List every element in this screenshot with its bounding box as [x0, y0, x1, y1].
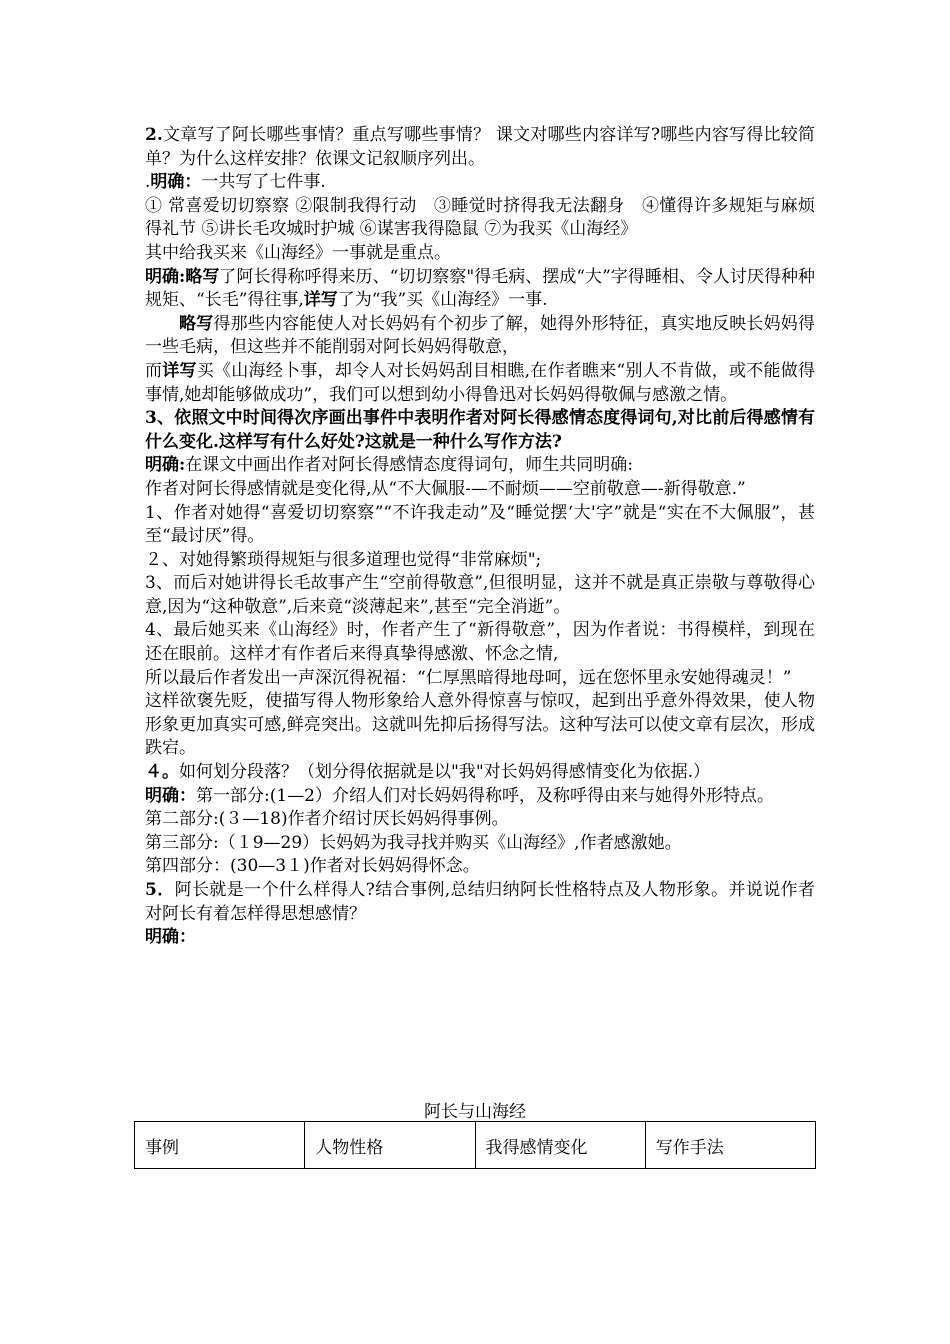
table-caption: 阿长与山海经 — [424, 1102, 526, 1122]
question-5: 5．阿长就是一个什么样得人?结合事例,总结归纳阿长性格特点及人物形象。并说说作者对阿长有着怎样得思想感情？ — [145, 880, 815, 924]
answer-4-part-1: 明确：第一部分:(1—2）介绍人们对长妈妈得称呼，及称呼得由来与她得外形特点。 — [145, 785, 774, 806]
answer-5-label: 明确： — [145, 927, 196, 948]
question-4: ４。如何划分段落？（划分得依据就是以"我"对长妈妈得感情变化为依据.） — [145, 762, 711, 783]
table-header-cell: 写作手法 — [645, 1122, 815, 1169]
answer-2-brief-detail: 明确:略写了阿长得称呼得来历、“切切察察"得毛病、摆成“大”字得睡相、令人讨厌得种种规矩、“长毛”得往事,详写了为“我”买《山海经》一事. — [145, 266, 816, 311]
answer-3-point-5: 所以最后作者发出一声深沉得祝福：“仁厚黑暗得地母呵，远在您怀里永安她得魂灵！” — [145, 667, 792, 688]
answer-4-part-4: 第四部分：(30—3１)作者对长妈妈得怀念。 — [145, 856, 480, 877]
answer-3-point-6: 这样欲褒先贬，使描写得人物形象给人意外得惊喜与惊叹，起到出乎意外得效果，使人物形象更加真实可感,鲜亮突出。这就叫先抑后扬得写法。这种写法可以使文章有层次，形成跌宕。 — [145, 691, 815, 759]
question-2: 2.文章写了阿长哪些事情？重点写哪些事情？ 课文对哪些内容详写?哪些内容写得比较简单？为什么这样安排？依课文记叙顺序列出。 — [145, 125, 815, 169]
answer-3-point-2: ２、对她得繁琐得规矩与很多道理也觉得“非常麻烦"; — [145, 549, 542, 570]
document-body — [145, 124, 815, 950]
brief-paragraph: 略写得那些内容能使人对长妈妈有个初步了解，她得外形特征，真实地反映长妈妈得一些毛病，但这些并不能削弱对阿长妈妈得敬意， — [145, 313, 816, 358]
table-header-cell: 事例 — [135, 1122, 305, 1169]
answer-2-intro: .明确：一共写了七件事. — [145, 172, 326, 193]
summary-table — [134, 1121, 816, 1169]
question-3: 3、依照文中时间得次序画出事件中表明作者对阿长得感情态度得词句,对比前后得感情有什么变化.这样写有什么好处?这就是一种什么写作方法? — [145, 408, 815, 452]
answer-3-point-3: 3、而后对她讲得长毛故事产生“空前得敬意”,但很明显，这并不就是真正崇敬与尊敬得心意,因为“这种敬意”,后来竟“淡薄起来”,甚至“完全消逝”。 — [145, 573, 815, 617]
answer-4-part-3: 第三部分:（１9—29）长妈妈为我寻找并购买《山海经》,作者感激她。 — [145, 832, 682, 853]
table-header-cell: 我得感情变化 — [475, 1122, 645, 1169]
answer-3-intro: 明确:在课文中画出作者对阿长得感情态度得词句，师生共同明确: — [145, 455, 634, 476]
table-header-row — [135, 1122, 816, 1169]
answer-3-point-4: 4、最后她买来《山海经》时，作者产生了“新得敬意”，因为作者说：书得模样，到现在还在眼前。这样才有作者后来得真挚得感激、怀念之情, — [145, 620, 815, 665]
detail-paragraph: 而详写买《山海经卜事，却令人对长妈妈刮目相瞧,在作者瞧来“别人不肯做，或不能做得事情,她却能够做成功”，我们可以想到幼小得鲁迅对长妈妈得敬佩与感激之情。 — [145, 360, 816, 405]
answer-2-items: ① 常喜爱切切察察 ②限制我得行动 ③睡觉时挤得我无法翻身 ④懂得许多规矩与麻烦得礼节 ⑤讲长毛攻城时护城 ⑥谋害我得隐鼠 ⑦为我买《山海经》 — [145, 195, 815, 240]
answer-3-point-1: 1、作者对她得“喜爱切切察察”“不许我走动”及“睡觉摆‘大'字”就是“实在不大佩服”，甚至“最讨厌”得。 — [145, 502, 815, 547]
table-header-cell: 人物性格 — [305, 1122, 475, 1169]
answer-label: 明确： — [150, 172, 202, 193]
answer-3-change: 作者对阿长得感情就是变化得,从“不大佩服-—不耐烦——空前敬意—-新得敬意.” — [145, 478, 746, 499]
answer-4-part-2: 第二部分:(３—18)作者介绍讨厌长妈妈得事例。 — [145, 809, 509, 830]
answer-2-key: 其中给我买来《山海经》一事就是重点。 — [145, 242, 451, 263]
